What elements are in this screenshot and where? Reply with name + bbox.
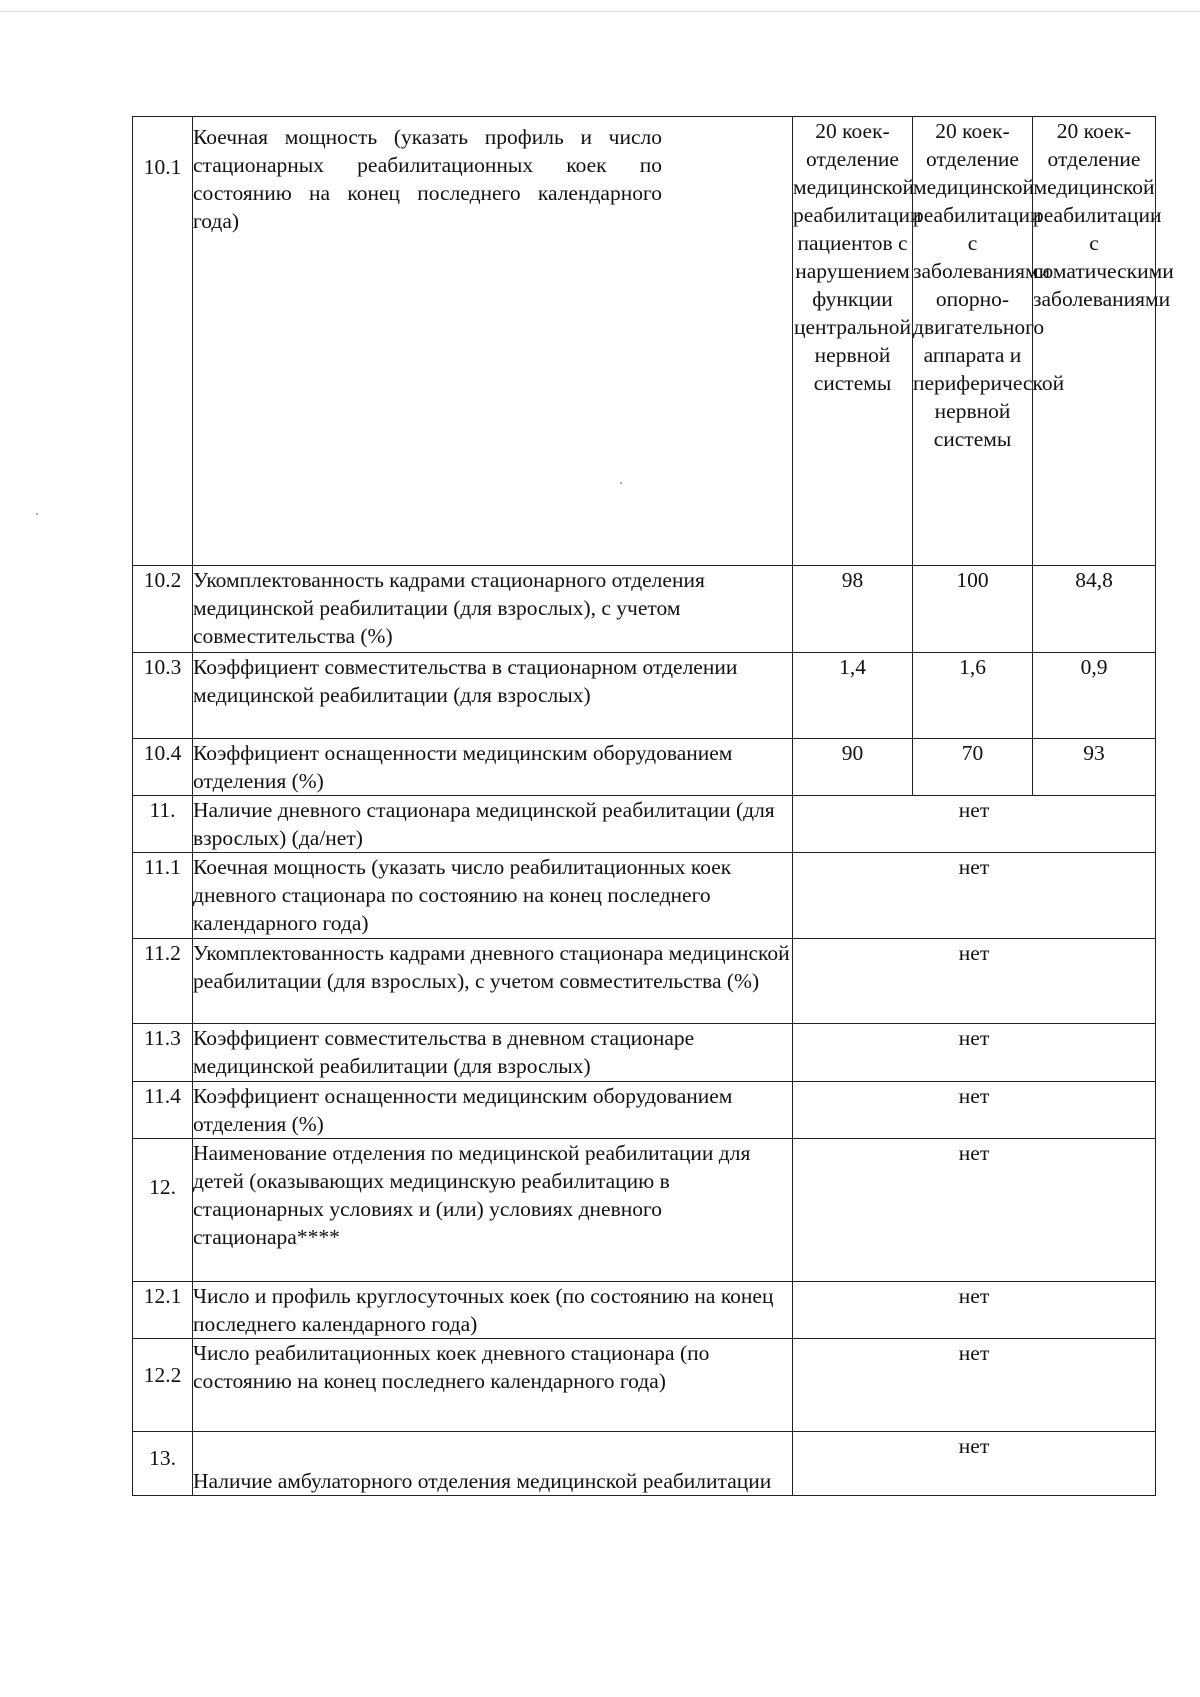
row-description: Коечная мощность (указать профиль и число стационарных реабилитационных коек по состоянию на конец последнего календарного года): [193, 117, 793, 566]
row-description: Наличие амбулаторного отделения медицинской реабилитации: [193, 1432, 793, 1496]
row-number: 10.1: [133, 117, 193, 566]
value-cell: нет: [793, 939, 1156, 1024]
row-number: 12.1: [133, 1282, 193, 1339]
value-cell: 93: [1033, 739, 1156, 796]
table-row: [133, 739, 1156, 796]
value-cell: 20 коек-отделение медицинской реабилитации пациентов с нарушением функции центральной нервной системы: [793, 117, 913, 566]
page-edge-line: [0, 11, 1200, 12]
row-description: Коэффициент совместительства в дневном стационаре медицинской реабилитации (для взрослых): [193, 1024, 793, 1082]
value-cell: 84,8: [1033, 566, 1156, 653]
value-cell: 1,6: [913, 653, 1033, 739]
table-row: [133, 1282, 1156, 1339]
table-row: [133, 653, 1156, 739]
table-row: [133, 939, 1156, 1024]
row-number: 11.: [133, 796, 193, 853]
value-cell: 98: [793, 566, 913, 653]
rehabilitation-table: [132, 116, 1174, 1496]
value-cell: нет: [793, 1282, 1156, 1339]
table-row: [133, 1432, 1156, 1496]
value-cell: нет: [793, 1082, 1156, 1139]
row-description: Коечная мощность (указать число реабилитационных коек дневного стационара по состоянию на конец последнего календарного года): [193, 853, 793, 939]
table-row: [133, 1139, 1156, 1282]
table-row: [133, 1082, 1156, 1139]
row-description: Коэффициент оснащенности медицинским оборудованием отделения (%): [193, 739, 793, 796]
row-description: Коэффициент совместительства в стационарном отделении медицинской реабилитации (для взрослых): [193, 653, 793, 739]
row-number: 11.3: [133, 1024, 193, 1082]
row-number: 10.3: [133, 653, 193, 739]
value-cell: 100: [913, 566, 1033, 653]
row-number: 12.2: [133, 1339, 193, 1432]
row-description: Наименование отделения по медицинской реабилитации для детей (оказывающих медицинскую реабилитацию в стационарных условиях и (или) условиях дневного стационара****: [193, 1139, 793, 1282]
scan-speck: [36, 513, 38, 515]
value-cell: 20 коек-отделение медицинской реабилитации с соматическими заболеваниями: [1033, 117, 1156, 566]
row-number: 10.2: [133, 566, 193, 653]
row-number: 12.: [133, 1139, 193, 1282]
row-description: Число реабилитационных коек дневного стационара (по состоянию на конец последнего календарного года): [193, 1339, 793, 1432]
value-cell: 20 коек-отделение медицинской реабилитации с заболеваниями опорно-двигательного аппарата и периферической нервной системы: [913, 117, 1033, 566]
row-number: 10.4: [133, 739, 193, 796]
row-description: Наличие дневного стационара медицинской реабилитации (для взрослых) (да/нет): [193, 796, 793, 853]
table-row: [133, 566, 1156, 653]
table-row: [133, 1339, 1156, 1432]
row-description: Число и профиль круглосуточных коек (по состоянию на конец последнего календарного года): [193, 1282, 793, 1339]
table-row: [133, 117, 1156, 566]
value-cell: нет: [793, 853, 1156, 939]
row-number: 11.2: [133, 939, 193, 1024]
value-cell: 0,9: [1033, 653, 1156, 739]
row-description: Коэффициент оснащенности медицинским оборудованием отделения (%): [193, 1082, 793, 1139]
value-cell: нет: [793, 1339, 1156, 1432]
row-number: 11.4: [133, 1082, 193, 1139]
row-number: 11.1: [133, 853, 193, 939]
row-description: Укомплектованность кадрами стационарного отделения медицинской реабилитации (для взрослых), с учетом совместительства (%): [193, 566, 793, 653]
value-cell: нет: [793, 1024, 1156, 1082]
row-description: Укомплектованность кадрами дневного стационара медицинской реабилитации (для взрослых), с учетом совместительства (%): [193, 939, 793, 1024]
value-cell: нет: [793, 796, 1156, 853]
value-cell: нет: [793, 1139, 1156, 1282]
table-row: [133, 853, 1156, 939]
value-cell: 70: [913, 739, 1033, 796]
value-cell: 90: [793, 739, 913, 796]
table-row: [133, 1024, 1156, 1082]
row-number: 13.: [133, 1432, 193, 1496]
value-cell: 1,4: [793, 653, 913, 739]
value-cell: нет: [793, 1432, 1156, 1496]
table-row: [133, 796, 1156, 853]
